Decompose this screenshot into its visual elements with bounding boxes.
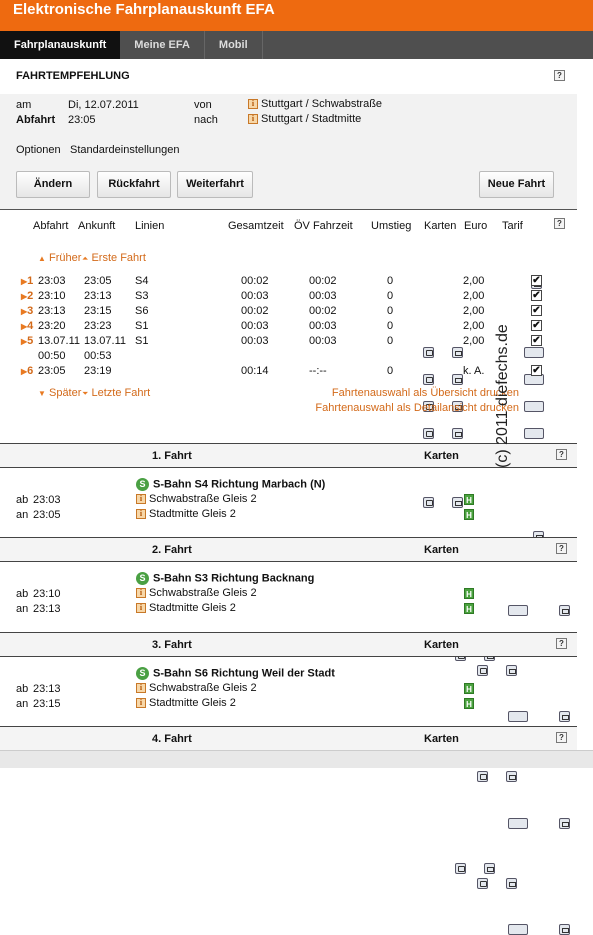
row-ov: 00:03 (309, 335, 337, 347)
print-icon[interactable] (452, 347, 463, 358)
print-icon[interactable] (452, 374, 463, 385)
ticket-cart-icon[interactable] (508, 818, 528, 829)
row-arr: 23:05 (84, 275, 112, 287)
help-button[interactable]: ? (556, 449, 567, 460)
print-icon[interactable] (452, 428, 463, 439)
rueckfahrt-button[interactable]: Rückfahrt (97, 171, 171, 198)
stop-h-icon[interactable]: H (464, 603, 474, 614)
expand-arrow-icon: ▶ (21, 367, 28, 376)
row-euro: 2,00 (463, 275, 485, 287)
s-bahn-icon: S (136, 667, 149, 680)
row-euro: 2,00 (463, 290, 485, 302)
frueher-link[interactable] (38, 252, 81, 264)
row-total: 00:03 (241, 290, 269, 302)
optionen-label: Optionen (16, 144, 61, 156)
stop-h-icon[interactable]: H (464, 698, 474, 709)
an-stop-label: Stadtmitte Gleis 2 (149, 602, 236, 614)
karten-label: Karten (424, 450, 459, 462)
col-euro: Euro (464, 220, 488, 232)
row-total: 00:02 (241, 275, 269, 287)
am-label: am (16, 99, 32, 111)
col-abfahrt: Abfahrt (33, 220, 69, 232)
row-euro: 2,00 (463, 305, 485, 317)
service-title (136, 667, 335, 680)
help-button[interactable]: ? (556, 732, 567, 743)
aendern-button[interactable]: Ändern (16, 171, 90, 198)
an-label: an (16, 698, 29, 710)
stop-h-icon[interactable]: H (464, 683, 474, 694)
help-button[interactable]: ? (554, 218, 565, 229)
print-icon[interactable] (559, 818, 570, 829)
row-ov: 00:03 (309, 320, 337, 332)
col-tarif: Tarif (502, 220, 523, 232)
row-number-label: 5 (27, 335, 34, 347)
info-icon[interactable]: i (136, 698, 146, 708)
select-checkbox[interactable]: ✔ (532, 335, 541, 346)
row-total: 00:03 (241, 335, 269, 347)
ab-label: ab (16, 494, 29, 506)
map-icon[interactable] (477, 878, 488, 889)
row-line: S6 (135, 305, 149, 317)
row-number[interactable] (21, 335, 33, 347)
print-icon[interactable] (506, 665, 517, 676)
col-ankunft: Ankunft (78, 220, 116, 232)
row-transfers: 0 (387, 320, 394, 332)
select-checkbox[interactable]: ✔ (532, 365, 541, 376)
row-euro: 2,00 (463, 335, 485, 347)
trip-header-bar (0, 726, 577, 751)
ab-stop (136, 682, 257, 694)
row-arr: 13.07.11 (84, 335, 127, 347)
ab-label: ab (16, 588, 29, 600)
row-transfers: 0 (387, 335, 394, 347)
map-icon[interactable] (477, 771, 488, 782)
ab-stop (136, 587, 257, 599)
map-icon[interactable] (423, 497, 434, 508)
row-transfers: 0 (387, 275, 394, 287)
row-ov: 00:02 (309, 275, 337, 287)
row-line: S4 (135, 275, 149, 287)
karten-label: Karten (424, 639, 459, 651)
service-label: S-Bahn S6 Richtung Weil der Stadt (153, 667, 335, 680)
row-dep: 23:03 (38, 275, 66, 287)
neue-fahrt-button[interactable]: Neue Fahrt (479, 171, 554, 198)
info-icon[interactable]: i (136, 509, 146, 519)
row-total: 00:14 (241, 365, 269, 377)
print-icon[interactable] (559, 605, 570, 616)
help-button[interactable]: ? (556, 638, 567, 649)
stop-h-icon[interactable]: H (464, 588, 474, 599)
row-number[interactable] (21, 365, 33, 377)
watermark: (c) 2011 diefechs.de (494, 324, 511, 468)
service-label: S-Bahn S3 Richtung Backnang (153, 572, 315, 585)
karten-label: Karten (424, 544, 459, 556)
to-stop (248, 113, 361, 125)
an-stop (136, 602, 236, 614)
ab-stop (136, 493, 257, 505)
section-title: FAHRTEMPFEHLUNG (16, 70, 130, 82)
col-gesamtzeit: Gesamtzeit (228, 220, 284, 232)
an-stop (136, 697, 236, 709)
row-line: S1 (135, 335, 149, 347)
info-icon[interactable]: i (136, 588, 146, 598)
an-stop (136, 508, 236, 520)
up-arrow-icon: ▲ (38, 254, 46, 263)
row-dep-time: 00:50 (38, 350, 66, 362)
row-dep: 23:20 (38, 320, 66, 332)
col-linien: Linien (135, 220, 165, 232)
expand-arrow-icon: ▶ (21, 307, 28, 316)
ticket-cart-icon[interactable] (524, 347, 544, 358)
info-icon[interactable]: i (136, 603, 146, 613)
row-total: 00:02 (241, 305, 269, 317)
an-stop-label: Stadtmitte Gleis 2 (149, 697, 236, 709)
row-total: 00:03 (241, 320, 269, 332)
ticket-cart-icon[interactable] (508, 605, 528, 616)
tab-fahrplanauskunft[interactable]: Fahrplanauskunft (0, 31, 120, 59)
erste-fahrt-link[interactable] (82, 252, 146, 264)
optionen-value: Standardeinstellungen (70, 144, 180, 156)
print-overview-link[interactable]: Fahrtenauswahl als Übersicht drucken (331, 387, 519, 399)
row-number[interactable] (21, 290, 33, 302)
row-number-label: 3 (27, 305, 34, 317)
print-icon[interactable] (484, 863, 495, 874)
row-dep: 23:05 (38, 365, 66, 377)
row-arr-time: 00:53 (84, 350, 112, 362)
select-checkbox[interactable]: ✔ (532, 275, 541, 286)
print-icon[interactable] (452, 497, 463, 508)
s-bahn-icon: S (136, 478, 149, 491)
frueher-label: Früher (48, 252, 82, 264)
print-icon[interactable] (506, 878, 517, 889)
select-checkbox[interactable]: ✔ (532, 290, 541, 301)
ab-time: 23:03 (33, 494, 61, 506)
info-icon[interactable]: i (136, 683, 146, 693)
map-icon[interactable] (455, 863, 466, 874)
date-value: Di, 12.07.2011 (68, 99, 139, 111)
row-arr: 23:13 (84, 290, 112, 302)
col-karten: Karten (424, 220, 457, 232)
trip-title: 4. Fahrt (152, 733, 192, 745)
print-icon[interactable] (559, 924, 570, 935)
col-ov-fahrzeit: ÖV Fahrzeit (294, 220, 353, 232)
ab-time: 23:13 (33, 683, 61, 695)
first-arrow-icon: ⏶ (82, 254, 89, 263)
map-icon[interactable] (423, 428, 434, 439)
row-arr: 23:23 (84, 320, 112, 332)
ab-stop-label: Schwabstraße Gleis 2 (149, 587, 257, 599)
row-number[interactable] (21, 275, 33, 287)
row-number[interactable] (21, 305, 33, 317)
row-number-label: 2 (27, 290, 34, 302)
print-detail-link[interactable]: Fahrtenauswahl als Detailansicht drucken (315, 402, 519, 414)
row-transfers: 0 (387, 365, 394, 377)
letzte-fahrt-label: Letzte Fahrt (91, 387, 151, 399)
trip-header-bar (0, 537, 577, 562)
row-number-label: 6 (27, 365, 34, 377)
trip-title: 1. Fahrt (152, 450, 192, 462)
app-title: Elektronische Fahrplanauskunft EFA (13, 1, 275, 18)
s-bahn-icon: S (136, 572, 149, 585)
info-icon[interactable]: i (248, 114, 258, 124)
trip-title: 2. Fahrt (152, 544, 192, 556)
abfahrt-label: Abfahrt (16, 114, 56, 126)
ticket-cart-icon[interactable] (524, 428, 544, 439)
weiterfahrt-button[interactable]: Weiterfahrt (177, 171, 253, 198)
row-euro: 2,00 (463, 320, 485, 332)
expand-arrow-icon: ▶ (21, 277, 28, 286)
to-stop-label: Stuttgart / Stadtmitte (261, 113, 362, 125)
an-time: 23:15 (33, 698, 61, 710)
karten-label: Karten (424, 733, 459, 745)
row-number[interactable] (21, 320, 33, 332)
row-ov: --:-- (309, 365, 327, 377)
spaeter-link[interactable] (38, 387, 81, 399)
row-dep: 23:10 (38, 290, 66, 302)
row-euro: k. A. (463, 365, 485, 377)
last-arrow-icon: ⏷ (82, 389, 89, 398)
row-number-label: 1 (27, 275, 34, 287)
row-number-label: 4 (27, 320, 34, 332)
stop-h-icon[interactable]: H (464, 509, 474, 520)
ab-time: 23:10 (33, 588, 61, 600)
row-arr: 23:15 (84, 305, 112, 317)
row-arr: 23:19 (84, 365, 112, 377)
map-icon[interactable] (423, 374, 434, 385)
trip-header-bar (0, 632, 577, 657)
service-title (136, 572, 314, 585)
from-stop (248, 98, 382, 110)
ticket-cart-icon[interactable] (524, 401, 544, 412)
nach-label: nach (194, 114, 218, 126)
expand-arrow-icon: ▶ (21, 337, 28, 346)
an-time: 23:05 (33, 509, 61, 521)
horizontal-scrollbar[interactable] (0, 750, 593, 768)
ab-label: ab (16, 683, 29, 695)
down-arrow-icon: ▼ (38, 389, 46, 398)
help-button[interactable]: ? (556, 543, 567, 554)
tab-mobil[interactable]: Mobil (205, 31, 263, 59)
an-label: an (16, 603, 29, 615)
an-time: 23:13 (33, 603, 61, 615)
tab-meine-efa[interactable]: Meine EFA (120, 31, 205, 59)
ticket-cart-icon[interactable] (508, 924, 528, 935)
letzte-fahrt-link[interactable] (82, 387, 150, 399)
row-dep: 13.07.11 (38, 335, 81, 347)
row-ov: 00:03 (309, 290, 337, 302)
an-stop-label: Stadtmitte Gleis 2 (149, 508, 236, 520)
erste-fahrt-label: Erste Fahrt (91, 252, 146, 264)
ab-stop-label: Schwabstraße Gleis 2 (149, 493, 257, 505)
info-icon[interactable]: i (136, 494, 146, 504)
main-nav (0, 31, 593, 59)
divider (0, 209, 577, 210)
trip-header-bar (0, 443, 577, 468)
expand-arrow-icon: ▶ (21, 292, 28, 301)
print-icon[interactable] (506, 771, 517, 782)
service-label: S-Bahn S4 Richtung Marbach (N) (153, 478, 326, 491)
help-button[interactable]: ? (554, 70, 565, 81)
von-label: von (194, 99, 212, 111)
app-header (0, 0, 593, 31)
service-title (136, 478, 325, 491)
row-dep: 23:13 (38, 305, 66, 317)
info-icon[interactable]: i (248, 99, 258, 109)
from-stop-label: Stuttgart / Schwabstraße (261, 98, 383, 110)
spaeter-label: Später (48, 387, 82, 399)
trip-title: 3. Fahrt (152, 639, 192, 651)
row-transfers: 0 (387, 290, 394, 302)
expand-arrow-icon: ▶ (21, 322, 28, 331)
map-icon[interactable] (423, 347, 434, 358)
time-value: 23:05 (68, 114, 96, 126)
print-icon[interactable] (559, 711, 570, 722)
stop-h-icon[interactable]: H (464, 494, 474, 505)
row-line: S3 (135, 290, 149, 302)
col-umstieg: Umstieg (371, 220, 412, 232)
map-icon[interactable] (477, 665, 488, 676)
select-checkbox[interactable]: ✔ (532, 320, 541, 331)
row-transfers: 0 (387, 305, 394, 317)
ab-stop-label: Schwabstraße Gleis 2 (149, 682, 257, 694)
row-ov: 00:02 (309, 305, 337, 317)
row-line: S1 (135, 320, 149, 332)
select-checkbox[interactable]: ✔ (532, 305, 541, 316)
ticket-cart-icon[interactable] (508, 711, 528, 722)
an-label: an (16, 509, 29, 521)
